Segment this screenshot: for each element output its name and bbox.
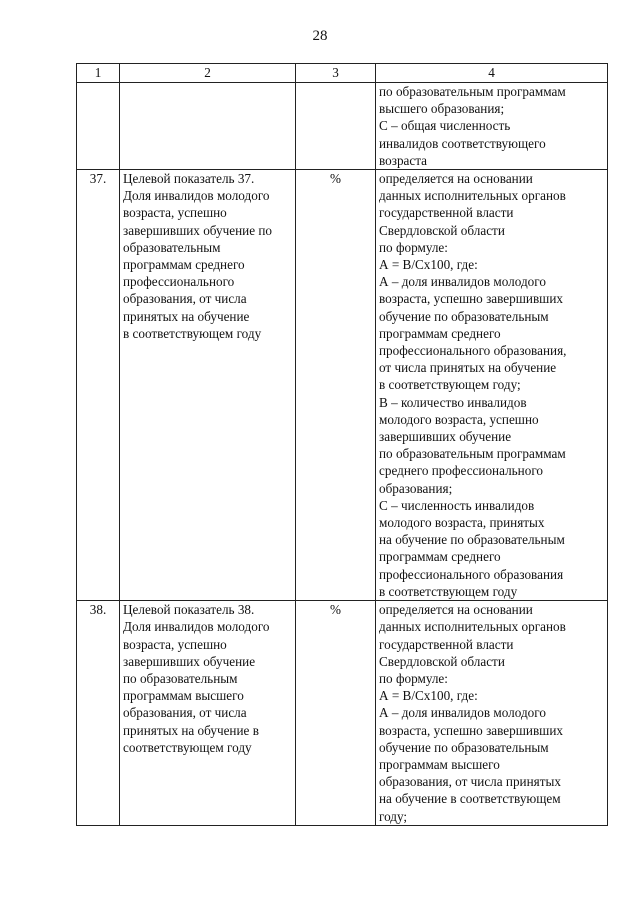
text-line: возраста, успешно завершивших (379, 722, 563, 738)
text-line: в соответствующем году (379, 583, 518, 599)
text-line: инвалидов соответствующего (379, 135, 546, 151)
text-line: программам высшего (379, 756, 500, 772)
text-line: С – численность инвалидов (379, 497, 535, 513)
text-line: по образовательным программам (379, 446, 566, 462)
indicators-table (76, 63, 608, 826)
text-line: по образовательным (123, 670, 238, 686)
row-number (77, 83, 120, 170)
row-number: 37. (77, 170, 120, 601)
column-header: 2 (120, 64, 296, 83)
text-line: программам среднего (123, 257, 245, 273)
text-line: А – доля инвалидов молодого (379, 274, 546, 290)
text-line: возраста, успешно (123, 636, 227, 652)
method-cell (376, 170, 608, 601)
text-line: образования; (379, 480, 453, 496)
text-line: от числа принятых на обучение (379, 360, 557, 376)
column-header: 1 (77, 64, 120, 83)
text-line: принятых на обучение в (123, 722, 259, 738)
text-line: соответствующем году (123, 739, 252, 755)
text-line: Целевой показатель 38. (123, 602, 255, 618)
text-line: завершивших обучение (123, 653, 256, 669)
text-line: профессионального образования, (379, 343, 567, 359)
text-line: образования, от числа принятых (379, 774, 561, 790)
indicator-name (120, 170, 296, 601)
table-row (77, 601, 608, 826)
text-line: образования, от числа (123, 705, 247, 721)
indicator-name (120, 601, 296, 826)
text-line: профессионального образования (379, 566, 564, 582)
text-line: программам среднего (379, 325, 501, 341)
indicator-name (120, 83, 296, 170)
text-line: С – общая численность (379, 118, 511, 134)
text-line: молодого возраста, успешно (379, 411, 539, 427)
text-line: среднего профессионального (379, 463, 543, 479)
unit-cell (296, 83, 376, 170)
text-line: Свердловской области (379, 653, 505, 669)
text-line: молодого возраста, принятых (379, 515, 545, 531)
text-line: высшего образования; (379, 101, 505, 117)
unit-cell: % (296, 170, 376, 601)
text-line: государственной власти (379, 636, 514, 652)
row-number: 38. (77, 601, 120, 826)
table-row (77, 170, 608, 601)
text-line: возраста, успешно завершивших (379, 291, 563, 307)
text-line: принятых на обучение (123, 308, 250, 324)
text-line: А – доля инвалидов молодого (379, 705, 546, 721)
text-line: на обучение в соответствующем (379, 791, 561, 807)
text-line: образования, от числа (123, 291, 247, 307)
text-line: обучение по образовательным (379, 739, 549, 755)
text-line: данных исполнительных органов (379, 188, 566, 204)
column-header: 3 (296, 64, 376, 83)
column-header: 4 (376, 64, 608, 83)
text-line: в соответствующем году (123, 325, 262, 341)
text-line: Доля инвалидов молодого (123, 619, 270, 635)
text-line: в соответствующем году; (379, 377, 521, 393)
text-line: году; (379, 808, 408, 824)
text-line: А = В/Сх100, где: (379, 688, 478, 704)
method-cell (376, 83, 608, 170)
unit-cell: % (296, 601, 376, 826)
table-row-continuation (77, 83, 608, 170)
text-line: завершивших обучение (379, 429, 512, 445)
text-line: на обучение по образовательным (379, 532, 565, 548)
text-line: образовательным (123, 239, 221, 255)
text-line: определяется на основании (379, 171, 533, 187)
text-line: А = В/Сх100, где: (379, 257, 478, 273)
text-line: возраста, успешно (123, 205, 227, 221)
text-line: по формуле: (379, 239, 448, 255)
table-header-row (77, 64, 608, 83)
page-number: 28 (312, 28, 328, 44)
text-line: Доля инвалидов молодого (123, 188, 270, 204)
method-cell (376, 601, 608, 826)
text-line: по формуле: (379, 670, 448, 686)
text-line: возраста (379, 152, 428, 168)
text-line: Целевой показатель 37. (123, 171, 255, 187)
text-line: программам высшего (123, 688, 244, 704)
text-line: Свердловской области (379, 222, 505, 238)
text-line: определяется на основании (379, 602, 533, 618)
text-line: программам среднего (379, 549, 501, 565)
text-line: завершивших обучение по (123, 222, 272, 238)
text-line: государственной власти (379, 205, 514, 221)
text-line: профессионального (123, 274, 235, 290)
text-line: обучение по образовательным (379, 308, 549, 324)
text-line: В – количество инвалидов (379, 394, 527, 410)
text-line: по образовательным программам (379, 84, 566, 99)
text-line: данных исполнительных органов (379, 619, 566, 635)
